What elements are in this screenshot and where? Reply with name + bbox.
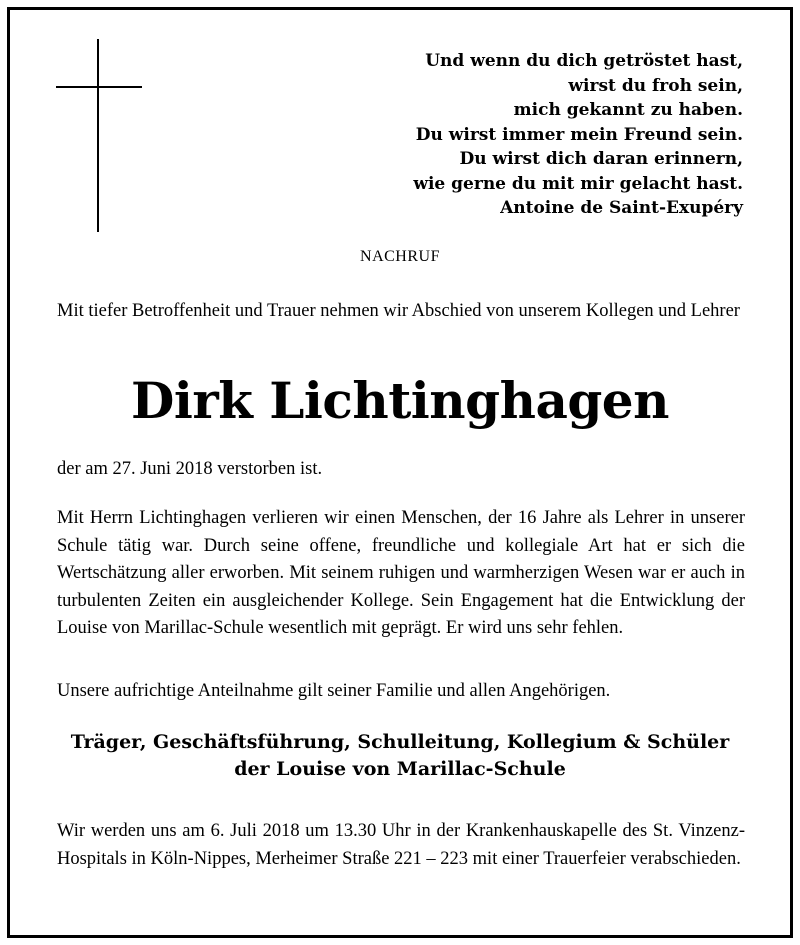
quote-line: Du wirst immer mein Freund sein. [415, 124, 743, 145]
intro-text: Mit tiefer Betroffenheit und Trauer nehmen wir Abschied von unserem Kollegen und Lehrer [57, 301, 740, 321]
signature-line-1: Träger, Geschäftsführung, Schulleitung, Kollegium & Schüler [70, 731, 730, 753]
quote-block [413, 49, 743, 221]
quote-line: wirst du froh sein, [568, 75, 743, 96]
funeral-service-text: Wir werden uns am 6. Juli 2018 um 13.30 Uhr in der Krankenhauskapelle des St. Vinzenz-Hospitals in Köln-Nippes, Merheimer Straße 221 – 223 mit einer Trauerfeier verabschieden. [57, 821, 745, 869]
notice-heading: NACHRUF [360, 248, 440, 265]
signature-block [0, 729, 800, 783]
cross-vertical-bar [97, 39, 99, 232]
quote-line: Und wenn du dich getröstet hast, [425, 51, 743, 71]
quote-line: Du wirst dich daran erinnern, [459, 149, 743, 169]
tribute-paragraph: Mit Herrn Lichtinghagen verlieren wir einen Menschen, der 16 Jahre als Lehrer in unserer Schule tätig war. Durch seine offene, freundliche und kollegiale Art hat er sich die Wertschätzung aller erworben. Mit seinem ruhigen und warmherzigen Wesen war er auch in turbulenten Zeiten ein ausgleichender Kollege. Sein Engagement hat die Entwicklung der Louise von Marillac-Schule wesentlich mit geprägt. Er wird uns sehr fehlen. [57, 508, 745, 638]
signature-line-2: der Louise von Marillac-Schule [234, 758, 566, 780]
quote-author: Antoine de Saint-Exupéry [500, 198, 743, 218]
quote-line: wie gerne du mit mir gelacht hast. [413, 173, 743, 194]
cross-horizontal-bar [56, 86, 142, 88]
death-date-text: der am 27. Juni 2018 verstorben ist. [57, 459, 323, 479]
condolence-text: Unsere aufrichtige Anteilnahme gilt seiner Familie und allen Angehörigen. [57, 681, 611, 701]
deceased-name: Dirk Lichtinghagen [131, 371, 669, 430]
quote-line: mich gekannt zu haben. [513, 100, 743, 120]
